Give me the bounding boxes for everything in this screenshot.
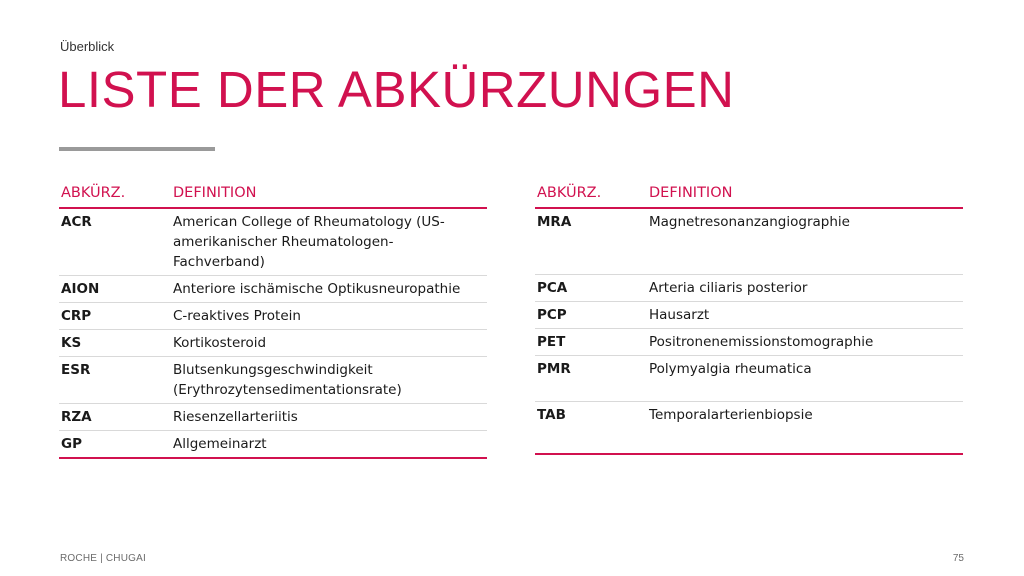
abbreviation-code: ESR [59, 357, 171, 404]
abbreviation-definition: Magnetresonanzangiographie [647, 208, 963, 274]
abbreviation-code: PMR [535, 355, 647, 401]
abbreviation-definition: Kortikosteroid [171, 330, 487, 357]
table-header-row [535, 180, 963, 208]
column-header-abbreviation: ABKÜRZ. [59, 180, 171, 208]
table-header-row [59, 180, 487, 208]
title-underline [59, 147, 215, 151]
table-row [535, 208, 963, 274]
footer-brand: ROCHE | CHUGAI [60, 553, 146, 564]
page-number: 75 [952, 553, 964, 564]
abbreviation-code: PCP [535, 301, 647, 328]
abbreviation-definition: American College of Rheumatology (US-amerikanischer Rheumatologen-Fachverband) [171, 208, 487, 276]
table-row [59, 276, 487, 303]
table-row [535, 301, 963, 328]
column-header-abbreviation: ABKÜRZ. [535, 180, 647, 208]
abbreviation-code: PET [535, 328, 647, 355]
table-row [59, 330, 487, 357]
abbreviation-code: PCA [535, 274, 647, 301]
abbreviation-definition: Temporalarterienbiopsie [647, 401, 963, 454]
table-row [535, 355, 963, 401]
table-row [535, 328, 963, 355]
abbreviation-definition: Positronenemissionstomographie [647, 328, 963, 355]
abbreviation-code: KS [59, 330, 171, 357]
abbreviation-definition: C-reaktives Protein [171, 303, 487, 330]
abbreviation-code: GP [59, 431, 171, 459]
table-row [59, 357, 487, 404]
abbreviation-definition: Arteria ciliaris posterior [647, 274, 963, 301]
abbreviation-definition: Riesenzellarteriitis [171, 404, 487, 431]
abbreviation-definition: Allgemeinarzt [171, 431, 487, 459]
abbreviation-table-left [59, 180, 487, 459]
slide-title: LISTE DER ABKÜRZUNGEN [58, 61, 735, 118]
abbreviation-code: AION [59, 276, 171, 303]
abbreviation-code: TAB [535, 401, 647, 454]
abbreviation-code: MRA [535, 208, 647, 274]
table-row [59, 431, 487, 459]
column-header-definition: DEFINITION [171, 180, 487, 208]
table-row [535, 274, 963, 301]
abbreviation-definition: Blutsenkungsgeschwindigkeit (Erythrozytensedimentationsrate) [171, 357, 487, 404]
abbreviation-definition: Polymyalgia rheumatica [647, 355, 963, 401]
table-row [535, 401, 963, 454]
section-kicker: Überblick [60, 39, 115, 54]
table-row [59, 404, 487, 431]
table-row [59, 208, 487, 276]
table-row [59, 303, 487, 330]
abbreviation-definition: Anteriore ischämische Optikusneuropathie [171, 276, 487, 303]
abbreviation-code: ACR [59, 208, 171, 276]
abbreviation-code: RZA [59, 404, 171, 431]
abbreviation-code: CRP [59, 303, 171, 330]
abbreviation-table-right [535, 180, 963, 455]
abbreviation-definition: Hausarzt [647, 301, 963, 328]
column-header-definition: DEFINITION [647, 180, 963, 208]
